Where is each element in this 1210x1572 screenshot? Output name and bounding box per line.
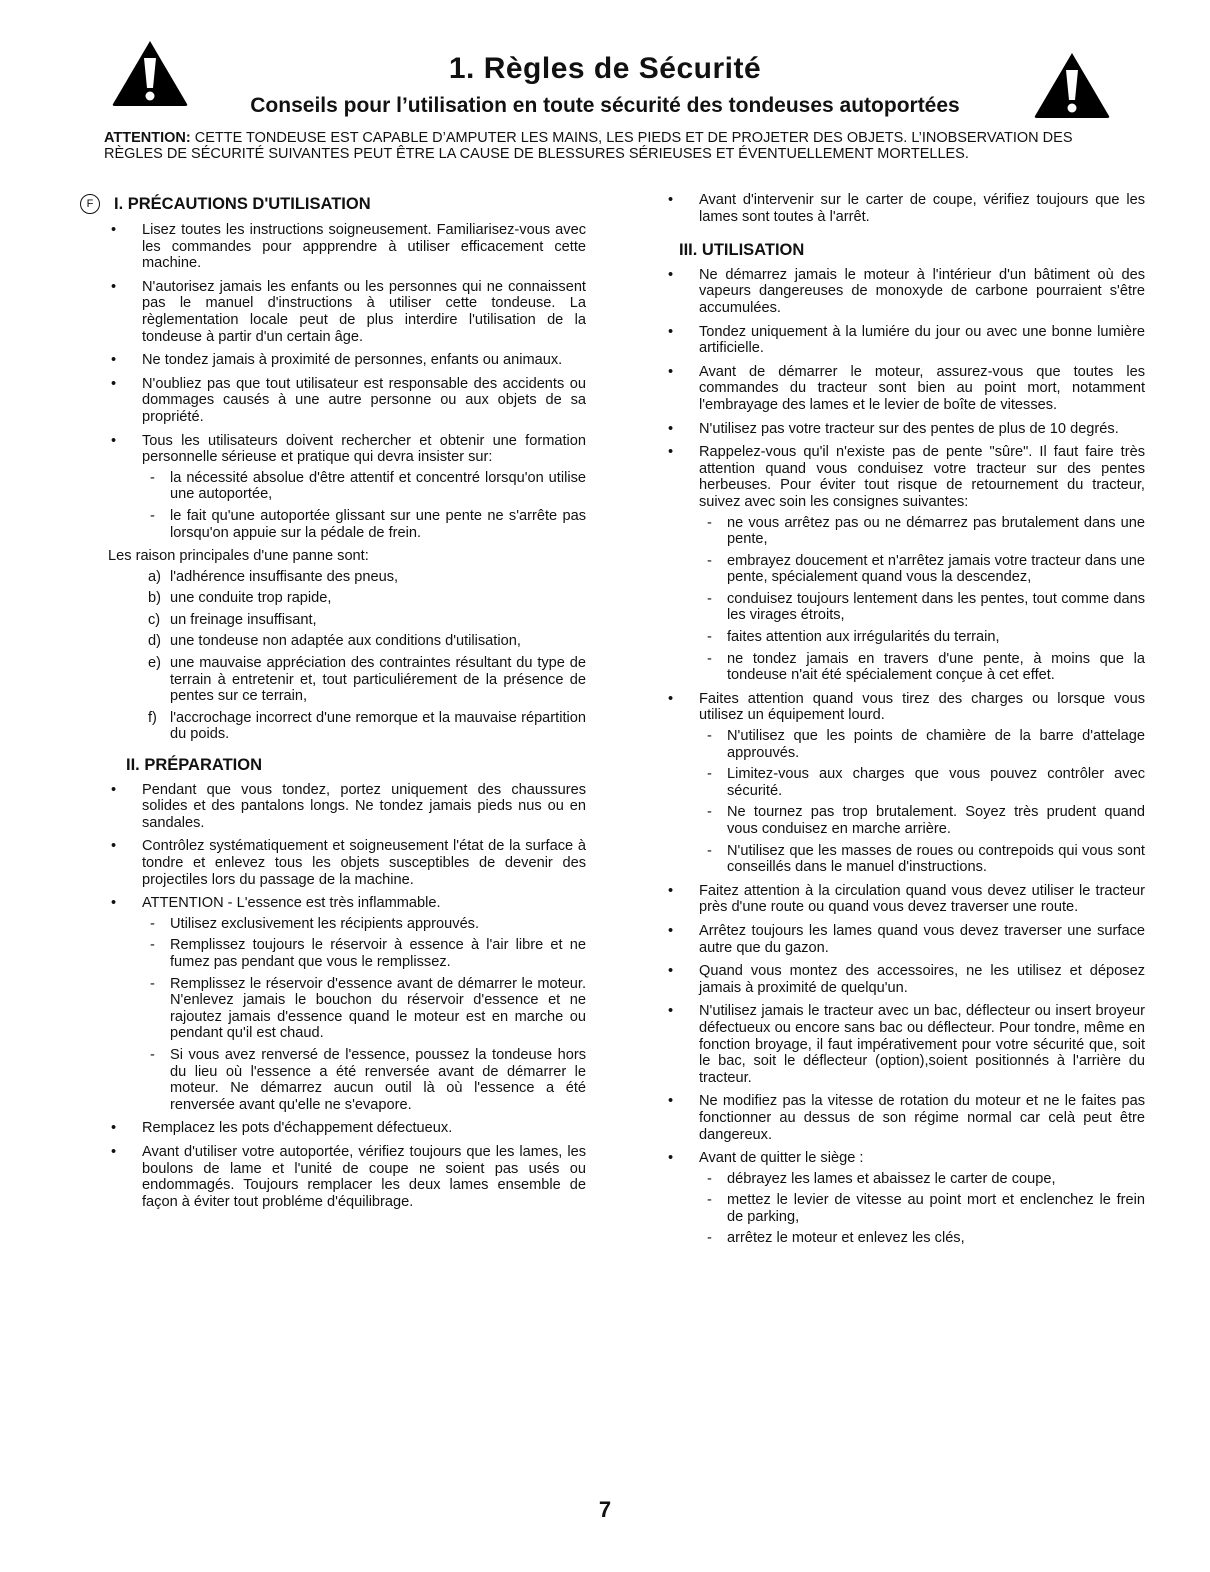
sub-list-item: - arrêtez le moteur et enlevez les clés, (699, 1230, 1145, 1247)
safety-warning (104, 130, 1124, 162)
list-item-text: ATTENTION - L'essence est très inflammable. (142, 895, 441, 912)
section2-continued-list (665, 192, 1145, 225)
list-item (108, 895, 586, 1113)
sub-list-item: - Remplissez le réservoir d'essence avant de démarrer le moteur. N'enlevez jamais le bouchon du réservoir d'essence et ne rajoutez jamais d'essence quand le moteur est en marche ou pendant qu'il est chaud. (142, 976, 586, 1042)
sub-list-item: - Limitez-vous aux charges que vous pouvez contrôler avec sécurité. (699, 766, 1145, 799)
list-item: • Avant d'utiliser votre autoportée, vérifiez toujours que les lames, les boulons de lame et l'unité de coupe ne soient pas usés ou endommagés. Toujours remplacer les deux lames ensemble de façon à éviter tout probléme d'équilibrage. (108, 1144, 586, 1210)
section-heading (86, 194, 586, 214)
list-item-text: Rappelez-vous qu'il n'existe pas de pente "sûre". Il faut faire très attention quand vous conduisez votre tracteur sur des pentes herbeuses. Pour éviter tout risque de retournement du tracteur, suivez avec soin les consignes suivantes: (699, 444, 1145, 510)
sub-list-item: - N'utilisez que les masses de roues ou contrepoids qui vous sont conseillés dans le manuel d'instructions. (699, 843, 1145, 876)
sub-list-item: - N'utilisez que les points de chamière de la barre d'attelage approuvés. (699, 728, 1145, 761)
sub-list-item: - faites attention aux irrégularités du terrain, (699, 629, 1145, 646)
sub-list-item: - ne tondez jamais en travers d'une pente, à moins que la tondeuse n'ait été spécialement conçue à cet effet. (699, 651, 1145, 684)
sub-list-item: - Si vous avez renversé de l'essence, poussez la tondeuse hors du lieu où l'essence a été renversée avant de démarrer le moteur. Ne démarrez aucun outil là où l'essence a été renversée avant qu'elle ne s'evapore. (142, 1047, 586, 1113)
list-item (665, 444, 1145, 684)
list-item: • Faitez attention à la circulation quand vous devez utiliser le tracteur près d'une route ou quand vous devez traverser une route. (665, 883, 1145, 916)
sub-list-item: - Remplissez toujours le réservoir à essence à l'air libre et ne fumez pas pendant que vous le remplissez. (142, 937, 586, 970)
reason-item (108, 633, 586, 650)
list-item: • Remplacez les pots d'échappement défectueux. (108, 1120, 586, 1137)
list-item (665, 1150, 1145, 1247)
warning-text: CETTE TONDEUSE EST CAPABLE D’AMPUTER LES MAINS, LES PIEDS ET DE PROJETER DES OBJETS. L’INOBSERVATION DES RÈGLES DE SÉCURITÉ SUIVANTES PEUT ÊTRE LA CAUSE DE BLESSURES SÉRIEUSES ET ÉVENTUELLEMENT MORTELLES. (104, 130, 1073, 162)
section1-list (108, 222, 586, 541)
list-item: • N'utilisez pas votre tracteur sur des pentes de plus de 10 degrés. (665, 421, 1145, 438)
sub-list-item: - mettez le levier de vitesse au point mort et enclenchez le frein de parking, (699, 1192, 1145, 1225)
reason-text: l'accrochage incorrect d'une remorque et la mauvaise répartition du poids. (170, 709, 586, 743)
reason-item (108, 655, 586, 705)
section3-list (665, 267, 1145, 1247)
section1-heading: I. PRÉCAUTIONS D'UTILISATION (114, 194, 371, 213)
sub-list-item: - le fait qu'une autoportée glissant sur une pente ne s'arrête pas lorsqu'on appuie sur la pédale de frein. (142, 508, 586, 541)
reason-letter: f) (148, 709, 157, 726)
sub-list-item: - embrayez doucement et n'arrêtez jamais votre tracteur dans une pente, spécialement quand vous la descendez, (699, 553, 1145, 586)
list-item: • Ne modifiez pas la vitesse de rotation du moteur et ne le faites pas fonctionner au dessus de son régime normal car celà peut être dangereux. (665, 1093, 1145, 1143)
list-item: • Pendant que vous tondez, portez uniquement des chaussures solides et des pantalons longs. Ne tondez jamais pieds nus ou en sandales. (108, 782, 586, 832)
right-column (665, 192, 1145, 1254)
list-item: • Contrôlez systématiquement et soigneusement l'état de la surface à tondre et enlevez tous les objets susceptibles de devenir des projectiles lors du passage de la machine. (108, 838, 586, 888)
page-title: 1. Règles de Sécurité (448, 52, 762, 85)
sub-list-item: - ne vous arrêtez pas ou ne démarrez pas brutalement dans une pente, (699, 515, 1145, 548)
sub-list-item: - la nécessité absolue d'être attentif et concentré lorsqu'on utilise une autoportée, (142, 470, 586, 503)
list-item: • N'oubliez pas que tout utilisateur est responsable des accidents ou dommages causés à une autre personne ou aux objets de sa propriété. (108, 376, 586, 426)
page-subtitle: Conseils pour l’utilisation en toute sécurité des tondeuses autoportées (250, 94, 960, 117)
section2-list (108, 782, 586, 1211)
left-column (86, 194, 586, 1217)
list-item: • Avant de démarrer le moteur, assurez-vous que toutes les commandes du tracteur sont bien au point mort, notamment l'embrayage des lames et le levier de boîte de vitesses. (665, 364, 1145, 414)
reason-letter: c) (148, 611, 161, 628)
sub-list (699, 728, 1145, 876)
list-item: • Ne démarrez jamais le moteur à l'intérieur d'un bâtiment où des vapeurs dangereuses de monoxyde de carbone pourraient s'être accumulées. (665, 267, 1145, 317)
warning-label: ATTENTION: (104, 130, 191, 146)
reason-text: une tondeuse non adaptée aux conditions d'utilisation, (170, 633, 521, 650)
page-number: 7 (598, 1497, 612, 1522)
list-item: • Tondez uniquement à la lumiére du jour ou avec une bonne lumière artificielle. (665, 324, 1145, 357)
reason-item (108, 590, 586, 607)
list-item-text: Faites attention quand vous tirez des charges ou lorsque vous utilisez un équipement lourd. (699, 690, 1145, 724)
list-item-text: Avant de quitter le siège : (699, 1150, 864, 1167)
list-item: • N'utilisez jamais le tracteur avec un bac, déflecteur ou insert broyeur défectueux ou encore sans bac ou déflecteur. Pour tondre, même en fonction broyage, il faut impérativement pour votre sécurité que, soit le bac, soit le déflecteur (option),soient positionnés à l'arrière du tracteur. (665, 1003, 1145, 1086)
reasons-intro: Les raison principales d'une panne sont: (108, 548, 369, 565)
list-item: • N'autorisez jamais les enfants ou les personnes qui ne connaissent pas le manuel d'instructions à utiliser cette tondeuse. La règlementation locale peut de plus interdire l'utilisation de la tondeuse à partir d'un certain âge. (108, 279, 586, 345)
sub-list-item: - conduisez toujours lentement dans les pentes, tout comme dans les virages étroits, (699, 591, 1145, 624)
reason-text: une mauvaise appréciation des contraintes résultant du type de terrain à entretenir et, tout particuliérement de la présence de pentes sur ce terrain, (170, 655, 586, 705)
reason-item (108, 710, 586, 743)
reason-letter: a) (148, 568, 161, 585)
list-item (665, 691, 1145, 876)
reason-text: un freinage insuffisant, (170, 611, 317, 628)
reason-item (108, 612, 586, 629)
list-item: • Avant d'intervenir sur le carter de coupe, vérifiez toujours que les lames sont toutes à l'arrêt. (665, 192, 1145, 225)
sub-list (699, 515, 1145, 684)
list-item: • Quand vous montez des accessoires, ne les utilisez et déposez jamais à proximité de quelqu'un. (665, 963, 1145, 996)
sub-list (699, 1171, 1145, 1247)
list-item: • Lisez toutes les instructions soigneusement. Familiarisez-vous avec les commandes pour appprendre à utiliser efficacement cette machine. (108, 222, 586, 272)
reason-text: une conduite trop rapide, (170, 590, 332, 607)
sub-list-item: - Utilisez exclusivement les récipients approuvés. (142, 916, 586, 933)
sub-list-item: - débrayez les lames et abaissez le carter de coupe, (699, 1171, 1145, 1188)
list-item (108, 433, 586, 542)
sub-list (142, 470, 586, 541)
language-badge: F (80, 194, 100, 214)
section3-heading: III. UTILISATION (679, 241, 805, 260)
reasons-list (108, 569, 586, 743)
section2-heading: II. PRÉPARATION (126, 756, 262, 775)
reason-item (108, 569, 586, 586)
sub-list-item: - Ne tournez pas trop brutalement. Soyez très prudent quand vous conduisez en marche arrière. (699, 804, 1145, 837)
reason-letter: d) (148, 633, 161, 650)
reason-text: l'adhérence insuffisante des pneus, (170, 568, 399, 585)
list-item: • Ne tondez jamais à proximité de personnes, enfants ou animaux. (108, 352, 586, 369)
sub-list (142, 916, 586, 1114)
list-item-text: Tous les utilisateurs doivent rechercher et obtenir une formation personnelle sérieuse et pratique qui devra insister sur: (142, 432, 586, 466)
reason-letter: b) (148, 590, 161, 607)
reason-letter: e) (148, 655, 161, 672)
list-item: • Arrêtez toujours les lames quand vous devez traverser une surface autre que du gazon. (665, 923, 1145, 956)
